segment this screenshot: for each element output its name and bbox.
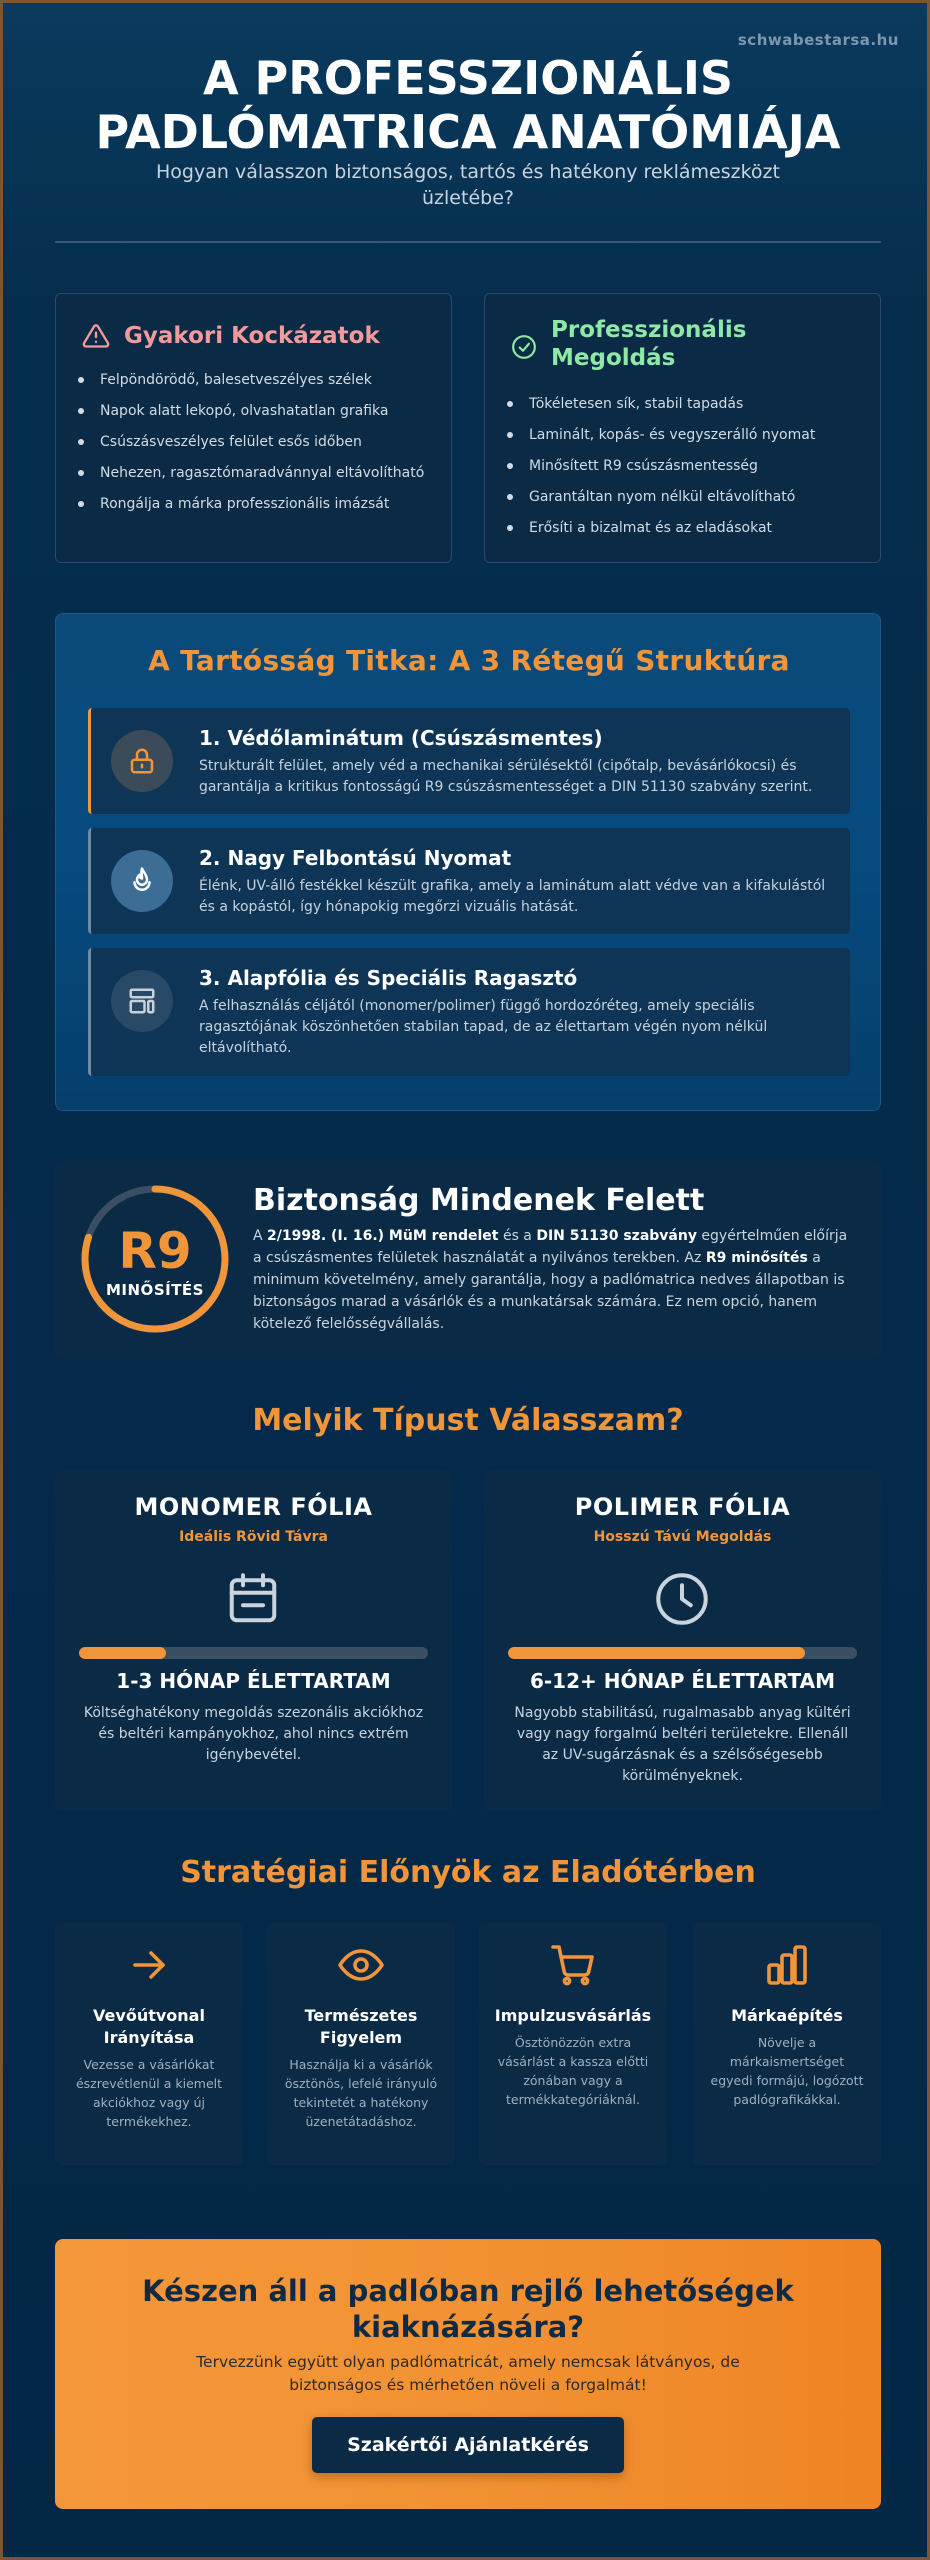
- lifetime-bar: [79, 1647, 428, 1659]
- eye-icon: [337, 1941, 385, 1989]
- layer-item-3: [88, 948, 850, 1076]
- advantage-title: Vevőútvonal Irányítása: [93, 2006, 205, 2047]
- list-item: Rongálja a márka professzionális imázsát: [76, 494, 446, 525]
- advantage-desc: Ösztönözzön extra vásárlást a kassza előtti zónában vagy a termékkategóriáknál.: [497, 2035, 649, 2107]
- type-desc: Nagyobb stabilitású, rugalmasabb anyag kültéri vagy nagy forgalmú beltéri területekre. Ellenáll az UV-sugárzásnak és a szélsőségesebb körülményeknek.: [514, 1705, 851, 1784]
- types-title: Melyik Típust Válasszam?: [252, 1403, 684, 1438]
- safety-title: Biztonság Mindenek Felett: [253, 1183, 705, 1218]
- cta-subtitle: Tervezzünk együtt olyan padlómatricát, amely nemcsak látványos, de biztonságos és mérhetően növeli a forgalmát!: [196, 2353, 740, 2394]
- risks-card: [55, 293, 452, 563]
- type-tag: Ideális Rövid Távra: [179, 1529, 328, 1545]
- lifetime-bar: [508, 1647, 857, 1659]
- check-circle-icon: [511, 334, 537, 360]
- calendar-icon: [223, 1569, 283, 1629]
- type-tag: Hosszú Távú Megoldás: [593, 1529, 772, 1545]
- warning-icon: [82, 322, 110, 350]
- advantage-desc: Növelje a márkaismertséget egyedi formájú, logózott padlógrafikákkal.: [710, 2035, 864, 2107]
- type-card-monomer: [55, 1471, 452, 1811]
- type-name: MONOMER FÓLIA: [134, 1493, 373, 1521]
- list-item: Garantáltan nyom nélkül eltávolítható: [505, 487, 875, 518]
- list-item: Felpöndörödő, balesetveszélyes szélek: [76, 370, 446, 401]
- cta-title: Készen áll a padlóban rejlő lehetőségek kiaknázására?: [142, 2274, 794, 2344]
- page-title-line-2: PADLÓMATRICA ANATÓMIÁJA: [95, 105, 841, 159]
- list-item: Nehezen, ragasztómaradvánnyal eltávolítható: [76, 463, 446, 494]
- layer-desc: Strukturált felület, amely véd a mechanikai sérülésektől (cipőtalp, bevásárlókocsi) és garantálja a kritikus fontosságú R9 csúszásmentességet a DIN 51130 szabvány szerint.: [199, 758, 813, 795]
- solution-card: [484, 293, 881, 563]
- lifetime-bar-fill: [508, 1647, 805, 1659]
- layer-item-2: [88, 828, 850, 934]
- safety-section: [55, 1161, 881, 1359]
- advantage-title: Márkaépítés: [731, 2006, 843, 2025]
- safety-text-bold: 2/1998. (I. 16.) MüM rendelet: [267, 1228, 499, 1244]
- safety-text-bold: R9 minősítés: [705, 1250, 808, 1266]
- page-subtitle: Hogyan válasszon biztonságos, tartós és hatékony reklámeszközt üzletébe?: [156, 161, 780, 209]
- advantages-title: Stratégiai Előnyök az Eladótérben: [180, 1855, 756, 1890]
- layer-desc: Élénk, UV-álló festékkel készült grafika, amely a laminátum alatt védve van a kifakulástól és a kopástól, így hónapokig megőrzi vizuális hatását.: [199, 878, 826, 915]
- arrow-right-icon: [125, 1941, 173, 1989]
- clock-icon: [652, 1569, 712, 1629]
- page-title: [3, 51, 930, 159]
- risks-title: Gyakori Kockázatok: [124, 323, 380, 349]
- safety-text: [253, 1225, 853, 1335]
- list-item: Napok alatt lekopó, olvashatatlan grafika: [76, 401, 446, 432]
- request-quote-button[interactable]: Szakértői Ajánlatkérés: [312, 2417, 624, 2473]
- header-divider: [55, 241, 881, 243]
- type-card-polimer: [484, 1471, 881, 1811]
- page-title-line-1: A PROFESSZIONÁLIS: [202, 51, 734, 105]
- advantage-card-2: [267, 1923, 455, 2165]
- safety-text-part: egyértelműen előírja a csúszásmentes felületek használatát a nyilvános terekben. Az: [253, 1228, 848, 1266]
- advantage-desc: Használja ki a vásárlók ösztönös, lefelé irányuló tekintetét a hatékony üzenetátadáshoz.: [284, 2057, 438, 2129]
- flame-icon: [127, 866, 157, 896]
- layer-name: 2. Nagy Felbontású Nyomat: [199, 846, 512, 870]
- lifetime-bar-fill: [79, 1647, 166, 1659]
- advantage-title: Természetes Figyelem: [304, 2006, 418, 2047]
- layers-title: A Tartósság Titka: A 3 Rétegű Struktúra: [148, 644, 790, 677]
- type-desc: Költséghatékony megoldás szezonális akciókhoz és beltéri kampányokhoz, ahol nincs extrém igénybevétel.: [83, 1705, 424, 1763]
- safety-text-bold: DIN 51130 szabvány: [536, 1228, 697, 1244]
- list-item: Minősített R9 csúszásmentesség: [505, 456, 875, 487]
- advantage-card-1: [55, 1923, 243, 2165]
- r9-badge-label: MINŐSÍTÉS: [106, 1281, 204, 1299]
- list-item: Csúszásveszélyes felület esős időben: [76, 432, 446, 463]
- type-lifetime: 6-12+ HÓNAP ÉLETTARTAM: [529, 1669, 836, 1693]
- safety-text-part: a minimum követelmény, amely garantálja, hogy a padlómatrica nedves állapotban is biztonságos marad a vásárlók és a munkatársak számára. Ez nem opció, hanem kötelező felelősségvállalás.: [253, 1250, 845, 1332]
- layer-icon-wrap: [111, 730, 173, 792]
- list-item: Laminált, kopás- és vegyszerálló nyomat: [505, 425, 875, 456]
- layer-desc: A felhasználás céljától (monomer/polimer) függő hordozóréteg, amely speciális ragasztójának köszönhetően stabilan tapad, de az élettartam végén nyom nélkül eltávolítható.: [199, 998, 768, 1056]
- solution-list: [505, 394, 875, 549]
- layer-icon-wrap: [111, 970, 173, 1032]
- site-domain: schwabestarsa.hu: [737, 31, 899, 49]
- safety-text-part: A: [253, 1228, 268, 1244]
- cta-section: [55, 2239, 881, 2509]
- list-item: Tökéletesen sík, stabil tapadás: [505, 394, 875, 425]
- advantage-desc: Vezesse a vásárlókat észrevétlenül a kiemelt akciókhoz vagy új termékekhez.: [75, 2057, 223, 2129]
- layer-name: 3. Alapfólia és Speciális Ragasztó: [199, 966, 578, 990]
- solution-title: Professzionális Megoldás: [551, 317, 747, 371]
- list-item: Erősíti a bizalmat és az eladásokat: [505, 518, 875, 549]
- safety-text-part: és a: [498, 1228, 537, 1244]
- advantage-card-4: [693, 1923, 881, 2165]
- bar-chart-icon: [763, 1941, 811, 1989]
- type-lifetime: 1-3 HÓNAP ÉLETTARTAM: [116, 1669, 391, 1693]
- layer-name: 1. Védőlaminátum (Csúszásmentes): [199, 726, 603, 750]
- layers-section: [55, 613, 881, 1111]
- advantage-title: Impulzusvásárlás: [494, 2006, 652, 2025]
- cart-icon: [549, 1941, 597, 1989]
- risks-list: [76, 370, 446, 525]
- type-name: POLIMER FÓLIA: [574, 1493, 791, 1521]
- layer-icon-wrap: [111, 850, 173, 912]
- lock-icon: [127, 746, 157, 776]
- r9-badge-value: R9: [118, 1222, 192, 1280]
- layer-item-1: [88, 708, 850, 814]
- advantage-card-3: [479, 1923, 667, 2165]
- layout-icon: [127, 986, 157, 1016]
